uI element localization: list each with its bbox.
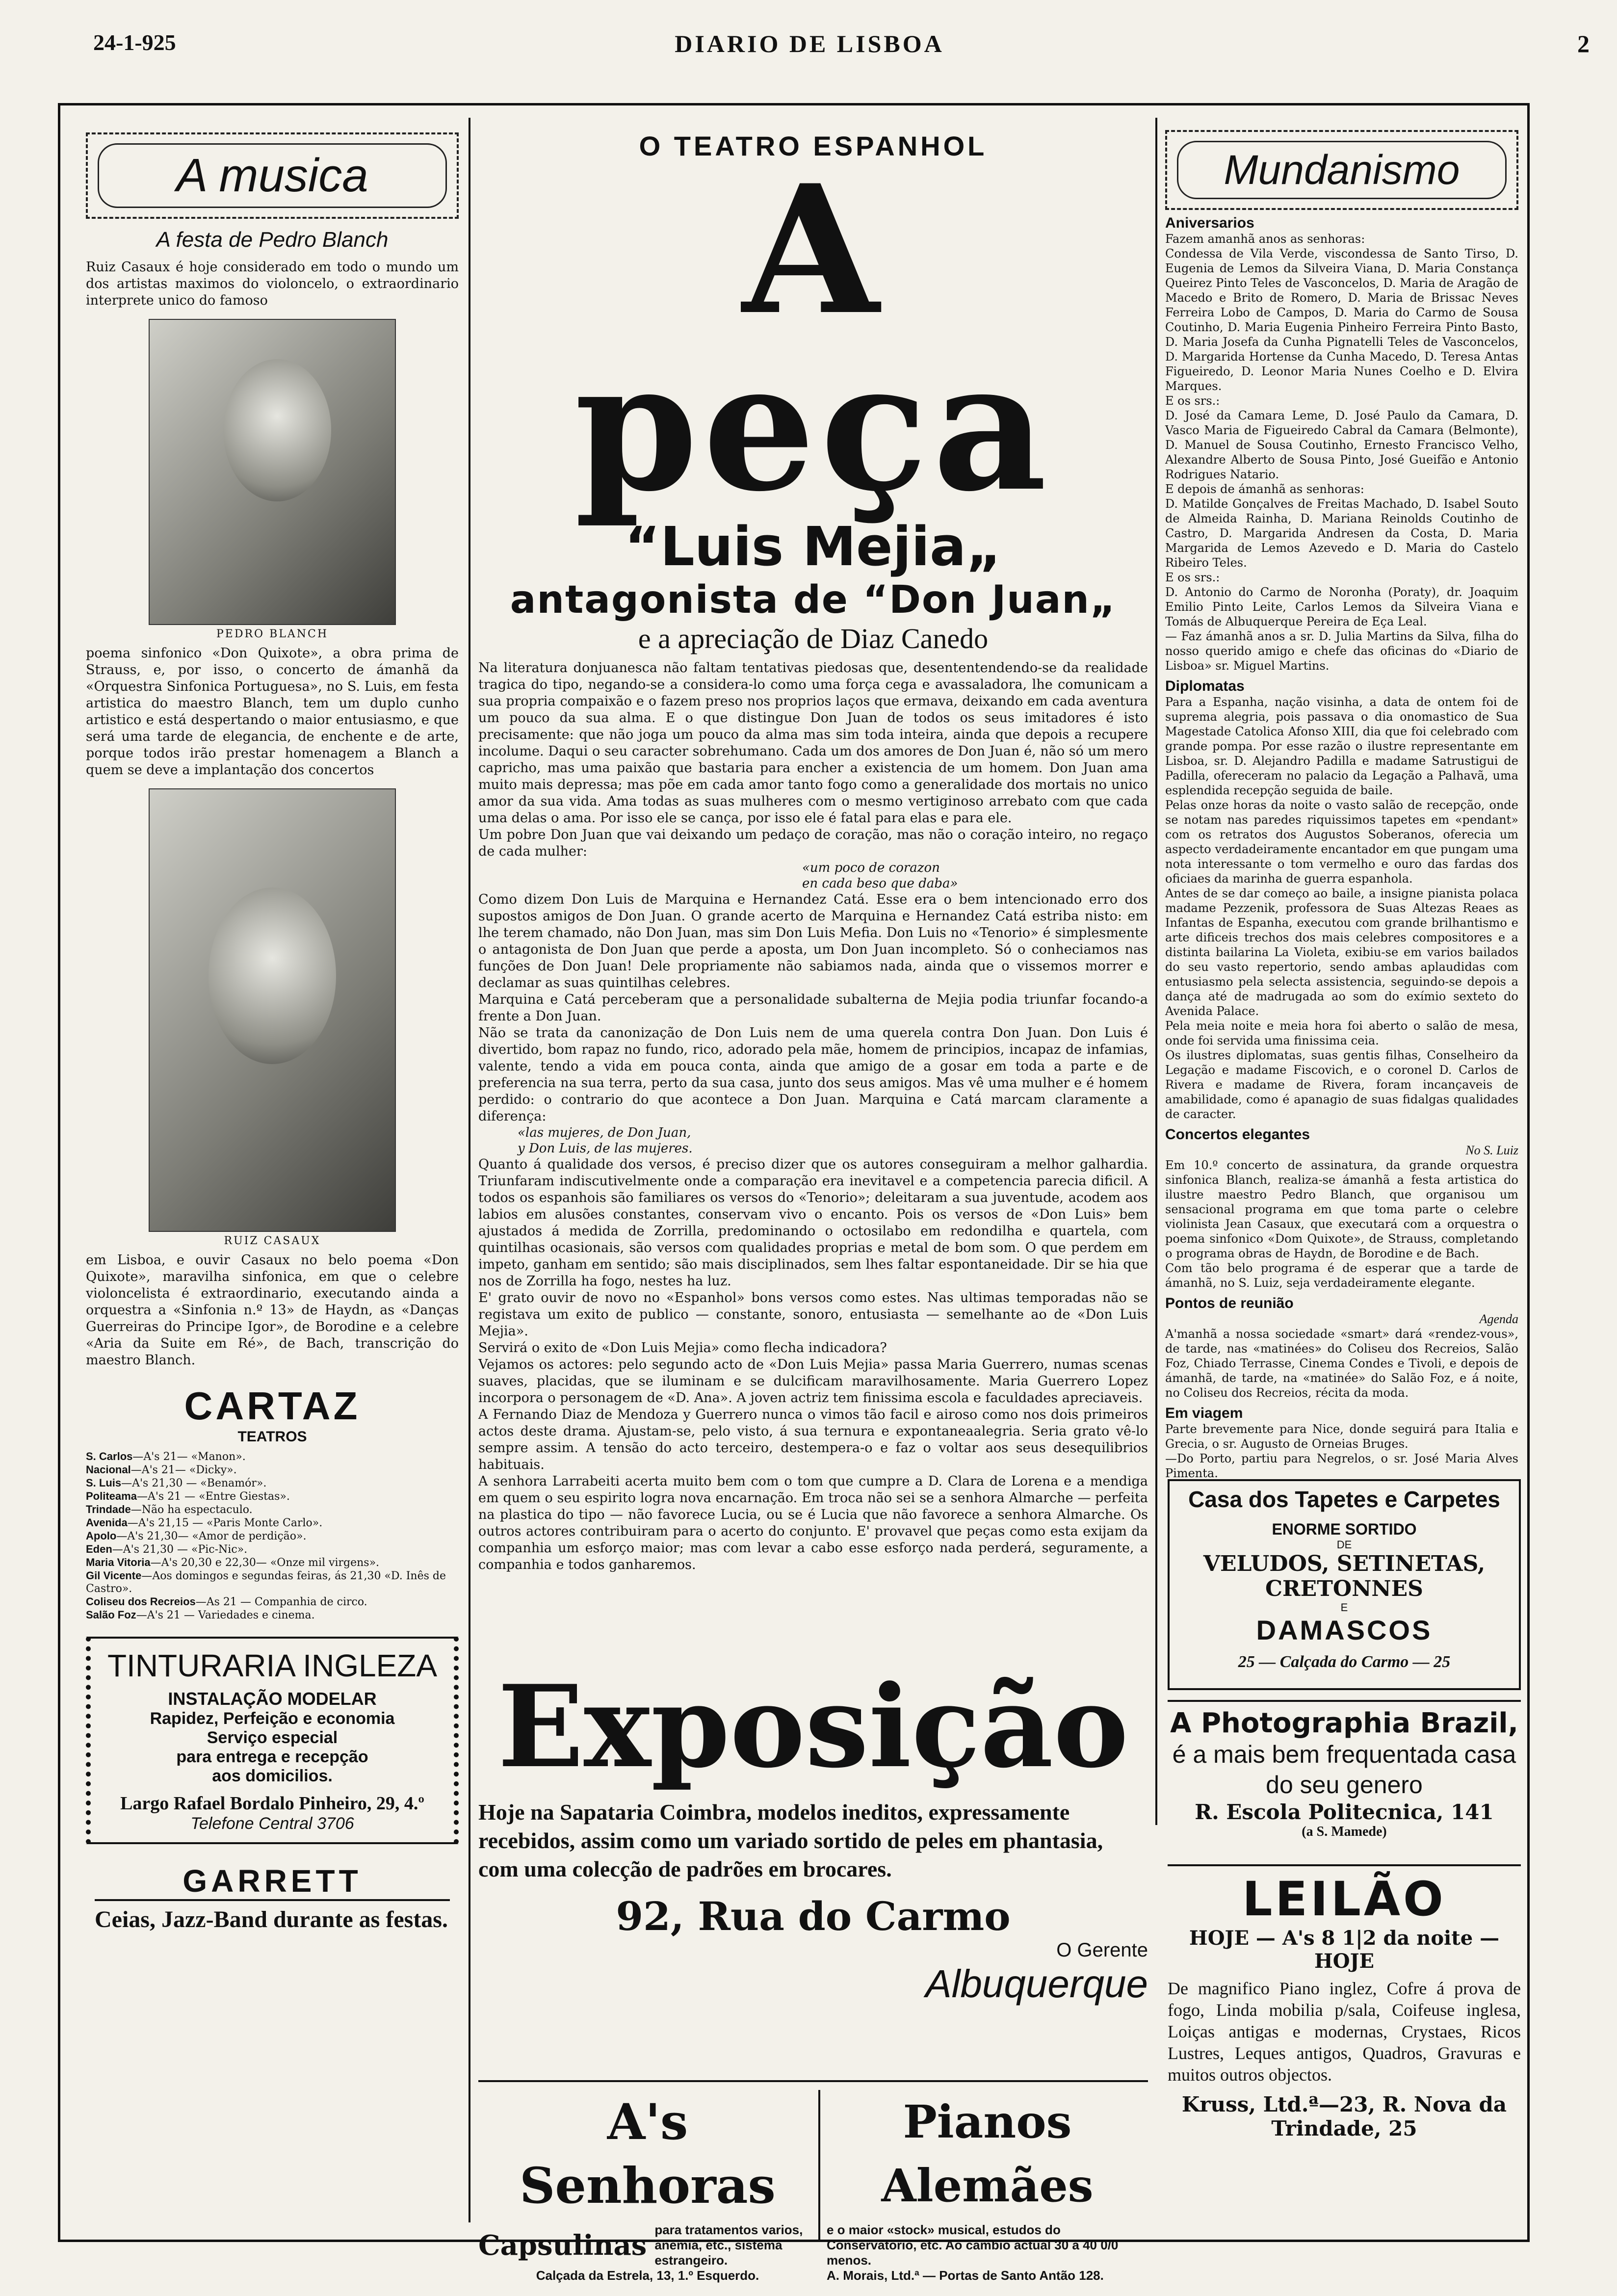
cartaz-row [86, 1595, 459, 1609]
leilao-rule [1168, 1864, 1521, 1866]
cartaz-title: CARTAZ [184, 1384, 361, 1428]
concertos-text: Em 10.º concerto de assinatura, da grande orquestra sinfonica Blanch, realiza-se ámanhã a festa artistica do ilustre maestro Pedro Blanch, que organisou um sensacional programa em que toma parte o celebre violinista Jean Casaux, que executará com a orquestra o poema sinfonico «Dom Quixote», de Strauss, completando o programa obras de Haydn, de Borodine e de Bach. [1165, 1158, 1518, 1260]
article-paragraph: Marquina e Catá perceberam que a personalidade subalterna de Mejia podia triunfar focando-a frente a Don Juan. [478, 992, 1148, 1024]
cartaz-theatre-info: —A's 21,30— «Amor de perdição». [116, 1530, 307, 1542]
mundanismo-title: Mundanismo [1177, 141, 1507, 199]
cartaz-theatre-name: Nacional [86, 1463, 131, 1476]
tapetes-line: DAMASCOS [1256, 1615, 1433, 1645]
leilao-address: Kruss, Ltd.ª—23, R. Nova da Trindade, 25 [1181, 2092, 1507, 2140]
exposicao-signature: Albuquerque [925, 1962, 1148, 2006]
diplomatas-text: Para a Espanha, nação visinha, a data de ontem foi de suprema alegria, pois passava o dia onomastico de Sua Magestade Catolica Afonso XIII, dia que foi celebrado com grande pompa. Por esse razão o ilustre representante em Lisboa, sr. D. Alejandro Padilla e madame Satrustigui de Padilla, ofereceram no palacio da Legação a Palhavã, uma esplendida recepção seguida de baile. [1165, 695, 1518, 797]
aniversarios-text: D. Matilde Gonçalves de Freitas Machado, D. Isabel Souto de Almeida Rainha, D. Mariana Reinolds Coutinho de Castro, D. Margarida Andresen da Costa, D. Maria Margarida de Lemos Azevedo e D. Maria do Castelo Ribeiro Teles. [1165, 497, 1518, 570]
cartaz-row [86, 1543, 459, 1556]
leilao-text: De magnifico Piano inglez, Cofre á prova de fogo, Linda mobilia p/sala, Coifeuse inglesa, Loiças antigas e modernas, Crystaes, Ricos Lustres, Leques antigos, Quadros, Gravuras e muitos outros objectos. [1168, 1979, 1521, 2085]
senhoras-text: para tratamentos varios, anemia, etc., sistema estrangeiro. [654, 2222, 803, 2268]
cartaz-theatre-info: —A's 21,30 — «Pic-Nic». [112, 1543, 248, 1556]
pianos-text: e o maior «stock» musical, estudos do Conservatorio, etc. Ao cambio actual 30 a 40 0/0 menos. [827, 2222, 1119, 2268]
leilao-title: LEILÃO [1242, 1872, 1446, 1927]
tinturaria-phone: Telefone Central 3706 [190, 1814, 354, 1833]
music-section-header [86, 132, 459, 219]
leilao-time: HOJE — A's 8 1|2 da noite — HOJE [1189, 1927, 1500, 1973]
photo-ad-rule [1168, 1700, 1521, 1702]
cartaz-row [86, 1463, 459, 1477]
senhoras-address: Calçada da Estrela, 13, 1.º Esquerdo. [536, 2268, 759, 2283]
diplomatas-text: Pelas onze horas da noite o vasto salão de recepção, onde se notam nas paredes riquissimos tapetes em «pendant» com os retratos dos Augustos Soberanos, oferecia um aspecto verdadeiramente encantador em que pungam uma nota interessante o tom vermelho e ouro das fardas dos oficiaes da marinha de guerra espanhola. [1165, 798, 1518, 886]
pontos-heading: Pontos de reunião [1165, 1295, 1294, 1311]
music-section-title: A musica [98, 143, 447, 208]
music-body-2: em Lisboa, e ouvir Casaux no belo poema «Don Quixote», maravilha sinfonica, em que o celebre violoncelista é extraordinario, executando ainda a orquestra a «Sinfonia n.º 13» de Haydn, as «Danças Guerreiras do Principe Igor», de Borodine e a celebre «Aria da Suite em Ré», de Bach, transcrição do maestro Blanch. [86, 1252, 459, 1368]
pianos-title: Pianos Alemães [881, 2095, 1094, 2212]
cartaz-theatre-name: Maria Vitoria [86, 1556, 151, 1568]
ads-divider [818, 2090, 820, 2242]
pontos-text: A'manhã a nossa sociedade «smart» dará «rendez-vous», de tarde, nas «matinées» do Coliseu dos Recreios, Salão Foz, Chiado Terrasse, Cinema Condes e Tivoli, e depois de ámanhã, de tarde, na «matinée» do Salão Foz, e á noite, no Coliseu dos Recreios, récita da moda. [1165, 1327, 1518, 1400]
article-paragraph: A senhora Larrabeiti acerta muito bem com o tom que cumpre a D. Clara de Lorena e a mendiga em quem o seu espirito logra nova encarnação. Em troca não sei se a senhora Almarche — perfeita na plastica do tipo — não favorece Lucia, ou se é Lucia que não favorece a senhora Almarche. Os outros actores contribuiram para o acerto do conjunto. E' provavel que peças como esta exijam da companhia um esforço maior; mas com levar a cabo esse esforço nada perderá, seguramente, a companhia e todos ganharemos. [478, 1474, 1148, 1572]
portrait-face [223, 359, 331, 501]
article-paragraph: Não se trata da canonização de Don Luis nem de uma querela contra Don Juan. Don Luis é divertido, bom rapaz no fundo, rico, adorado pela mãe, homem de principios, incapaz de infamias, valente, tendo a vida em pouca conta, ainda que amigo de a gosar em toda a parte e de preferencia na sua terra, perto da sua casa, junto dos seus amigos. Mas vê uma mulher e é homem perdido: o contrario do que acontece a Don Juan. Marquina e Catá marcam claramente a diferença: [478, 1025, 1148, 1124]
cartaz-theatre-info: —A's 21— «Manon». [132, 1451, 246, 1463]
article-paragraph: Vejamos os actores: pelo segundo acto de «Don Luis Mejia» passa Maria Guerrero, numas scenas suaves, placidas, que se iluminam e se dulcificam maravilhosamente. Maria Guerrero Lopez incorpora o personagem de «D. Ana». A joven actriz tem finissima escola e faculdades apreciaveis. [478, 1357, 1148, 1406]
aniversarios-text: Condessa de Vila Verde, viscondessa de Santo Tirso, D. Eugenia de Lemos da Silveira Viana, D. Maria Constança Queirez Pinto Teles de Vasconcelos, D. Maria de Aragão de Macedo e Brito de Romero, D. Maria de Brissac Neves Ferreira Lobo de Campos, D. Maria do Carmo de Sousa Coutinho, D. Maria Eugenia Pinheiro Ferreira Pinto Basto, D. Maria Josefa da Cunha Pignatelli Teles de Vasconcelos, D. Margarida Hortense da Cunha Macedo, D. Teresa Antas Figueiredo, D. Leonor Maria Nunes Coelho e D. Elvira Marques. [1165, 247, 1518, 393]
senhoras-title: A's Senhoras [520, 2093, 776, 2215]
article-kicker: O TEATRO ESPANHOL [639, 130, 988, 161]
cartaz-row [86, 1530, 459, 1543]
cartaz-theatre-name: S. Carlos [86, 1450, 133, 1462]
pianos-ad [827, 2090, 1148, 2283]
article-headline-2: “Luis Mejia„ [625, 515, 1002, 578]
cartaz-theatre-info: —A's 20,30 e 22,30— «Onze mil virgens». [150, 1557, 380, 1569]
newspaper-title: DIARIO DE LISBOA [675, 30, 944, 57]
tapetes-ad [1168, 1479, 1521, 1690]
cartaz-theatre-name: Politeama [86, 1490, 137, 1502]
senhoras-ad [478, 2090, 817, 2283]
article-paragraph: E' grato ouvir de novo no «Espanhol» bons versos como estes. Nas ultimas temporadas não se registava um exito de publico — constante, sonoro, entusiasta — semelhante ao de «Don Luis Mejia». [478, 1290, 1148, 1339]
concertos-heading: Concertos elegantes [1165, 1126, 1310, 1143]
cartaz-theatre-info: —A's 21,15 — «Paris Monte Carlo». [127, 1517, 323, 1529]
viagem-text: —Do Porto, partiu para Negrelos, o sr. José Maria Alves Pimenta. [1165, 1452, 1518, 1480]
exposicao-title: Exposição [497, 1661, 1129, 1793]
exposicao-text: Hoje na Sapataria Coimbra, modelos ineditos, expressamente recebidos, assim como um variado sortido de peles em phantasia, com uma colecção de padrões em brocares. [478, 1800, 1103, 1881]
article-verse: «um poco de corazon [802, 861, 940, 875]
garrett-title: GARRETT [95, 1863, 450, 1901]
tapetes-line: VELUDOS, SETINETAS, CRETONNES [1203, 1551, 1486, 1601]
cartaz-theatre-info: —A's 21 — Variedades e cinema. [136, 1609, 315, 1621]
cartaz-row [86, 1490, 459, 1503]
photographia-ad [1168, 1707, 1521, 1854]
ads-top-rule [478, 2080, 1148, 2082]
garrett-text: Ceias, Jazz-Band durante as festas. [95, 1906, 448, 1932]
garrett-ad [86, 1854, 459, 1942]
article-paragraph: Como dizem Don Luis de Marquina e Hernandez Catá. Esse era o bem intencionado erro dos supostos amigos de Don Juan. O grande acerto de Marquina e Hernandez Catá estriba nisto: em lhe terem chamado, não Don Juan, mas sim Don Luis Mefia. Don Luis no «Tenorio» é simplesmente o antagonista de Don Juan que perde a aposta, um Don Juan incompleto. Só o conheciamos nas funções de Don Juan! Dele propriamente não sabiamos nada, ainda que o vissemos morrer e declamar as suas quintilhas celebres. [478, 892, 1148, 991]
tinturaria-line: Serviço especial [207, 1728, 338, 1747]
leilao-ad [1168, 1872, 1521, 2215]
cartaz-theatre-info: —Aos domingos e segundas feiras, ás 21,30 «D. Inês de Castro». [86, 1570, 446, 1595]
pontos-agenda: Agenda [1479, 1312, 1518, 1326]
cartaz-row [86, 1609, 459, 1622]
tinturaria-line: Rapidez, Perfeição e economia [150, 1709, 395, 1728]
senhoras-product: Capsulinas [478, 2229, 647, 2262]
tinturaria-line: aos domicilios. [212, 1767, 333, 1785]
cartaz-theatre-name: S. Luis [86, 1477, 122, 1489]
caption-pedro-blanch: PEDRO BLANCH [216, 628, 329, 640]
tinturaria-address: Largo Rafael Bordalo Pinheiro, 29, 4.º [120, 1793, 424, 1814]
cartaz-theatre-name: Coliseu dos Recreios [86, 1595, 196, 1608]
cartaz-theatre-name: Gil Vicente [86, 1569, 142, 1582]
page-number: 2 [1577, 30, 1590, 57]
cartaz-row [86, 1503, 459, 1516]
cartaz-row [86, 1450, 459, 1463]
article-headline-3: antagonista de “Don Juan„ [510, 578, 1117, 622]
tapetes-line: DE [1336, 1539, 1352, 1551]
music-body: poema sinfonico «Don Quixote», a obra prima de Strauss, e, por isso, o concerto de ámanhã da «Orquestra Sinfonica Portuguesa», no S. Luis, em festa artistica do maestro Blanch, tem um duplo cunho artistico e está despertando o maior entusiasmo, e que será uma tarde de elegancia, de enchente e de arte, porque todos irão prestar homenagem a Blanch a quem se deve a implantação dos concertos [86, 646, 459, 778]
diplomatas-text: Os ilustres diplomatas, suas gentis filhas, Conselheiro da Legação e madame Fiscovich, e o coronel D. Carlos de Rivera e madame de Rivera, foram incançaveis de amabilidade, como é apanagio de suas fidalgas qualidades de caracter. [1165, 1048, 1518, 1121]
exposicao-role: O Gerente [1056, 1939, 1148, 1961]
cartaz-row [86, 1477, 459, 1490]
aniversarios-text: E os srs.: [1165, 571, 1220, 584]
cartaz-theatre-info: —Não ha espectaculo. [130, 1504, 253, 1516]
cartaz-row [86, 1516, 459, 1530]
tinturaria-line: INSTALAÇÃO MODELAR [168, 1689, 377, 1709]
photographia-title: A Photographia Brazil, [1170, 1707, 1518, 1739]
left-column [86, 132, 459, 1942]
music-subtitle: A festa de Pedro Blanch [156, 228, 389, 252]
photographia-text: é a mais bem frequentada casa do seu genero [1172, 1741, 1516, 1799]
viagem-heading: Em viagem [1165, 1405, 1243, 1421]
aniversarios-text: E depois de ámanhã as senhoras: [1165, 482, 1364, 496]
right-column [1165, 130, 1518, 1481]
article-paragraph: A Fernando Diaz de Mendoza y Guerrero nunca o vimos tão facil e airoso como nos dois primeiros actos deste drama. Ajustam-se, pelo visto, á sua ternura e expontaneaalegria. Seria grato vê-lo sempre assim. A tensão do acto terceiro, destempera-o e faz o voltar aos seus desequilibrios habituais. [478, 1407, 1148, 1472]
aniversarios-heading: Aniversarios [1165, 215, 1254, 231]
cartaz-theatre-info: —A's 21,30 — «Benamór». [121, 1477, 267, 1489]
issue-date: 24-1-925 [93, 30, 176, 55]
aniversarios-text: — Faz ámanhã anos a sr. D. Julia Martins da Silva, filha do nosso querido amigo e chefe das oficinas do «Diario de Lisboa» sr. Miguel Martins. [1165, 629, 1518, 673]
article-verse: y Don Luis, de las mujeres. [518, 1141, 693, 1156]
article-paragraph: Quanto á qualidade dos versos, é preciso dizer que os autores conseguiram a melhor galhardia. Triunfaram indiscutivelmente onde a comparação era inevitavel e a competencia parecia dificil. A todos os espanhois são familiares os versos do «Tenorio»; deleitaram a sua juventude, acodem aos labios em alusões constantes, conservam vivo o encanto. Pois os versos de «Don Luis» bem ajustados á medida de Zorrilla, predominando o octosilabo em redondilha e quartela, com quintilhas ocasionais, são versos com qualidades proprias e metal de bom som. O que perdem em impeto, ganham em sentido; são mais disciplinados, sem lhes faltar espontaneidade. Dir se hia que nos de Zorrilla ha fogo, nestes ha luz. [478, 1157, 1148, 1289]
article-paragraph: Na literatura donjuanesca não faltam tentativas piedosas que, desententendendo-se da realidade tragica do tipo, negando-se a considera-lo como uma força cega e avassaladora, lhe comunicam a sua propria compaixão e o fazem preso nos proprios laços que ermava, deixando em cada aventura um pouco da sua alma. E o que distingue Don Juan de todos os seus imitadores é isto precisamente: que não joga um pouco da alma mas sim toda inteira, ainda que depois a recupere incolume. Daqui o seu caracter sobrehumano. Cada um dos amores de Don Juan é, não só um mero capricho, mas uma paixão que bastaria para encher a existencia de um homem. Don Juan ama muito mais depressa; mas põe em cada amor tanto fogo como a generalidade dos mortais no unico amor da sua vida. Ama todas as suas mulheres com o mesmo vertiginoso arrebato com que cada uma delas o ama. Por isso ele se cança, por isso ele é fatal para elas e para ele. [478, 660, 1148, 826]
cartaz-row [86, 1569, 459, 1595]
exposicao-address: 92, Rua do Carmo [616, 1893, 1011, 1939]
cartaz-row [86, 1556, 459, 1569]
diplomatas-heading: Diplomatas [1165, 678, 1245, 694]
cartaz-listing [86, 1383, 459, 1622]
photographia-note: (a S. Mamede) [1302, 1824, 1387, 1839]
tapetes-address: 25 — Calçada do Carmo — 25 [1238, 1653, 1451, 1671]
diplomatas-text: Pela meia noite e meia hora foi aberto o salão de mesa, onde foi servida uma finissima ceia. [1165, 1019, 1518, 1047]
cartaz-theatre-info: —A's 21 — «Entre Giestas». [136, 1490, 290, 1503]
tapetes-line: E [1340, 1601, 1348, 1614]
tinturaria-ad [86, 1637, 459, 1844]
portrait-ruiz-casaux [149, 788, 396, 1232]
concertos-venue: No S. Luiz [1465, 1143, 1518, 1157]
viagem-text: Parte brevemente para Nice, donde seguirá para Italia e Grecia, o sr. Augusto de Orneias Bruges. [1165, 1422, 1518, 1451]
portrait-pedro-blanch [149, 319, 396, 625]
article-headline: A peça [574, 146, 1052, 530]
tapetes-line: ENORME SORTIDO [1272, 1520, 1417, 1538]
tinturaria-line: para entrega e recepção [176, 1748, 368, 1766]
cartaz-theatre-name: Apolo [86, 1530, 117, 1542]
article-verse: «las mujeres, de Don Juan, [518, 1125, 691, 1140]
exposicao-ad [478, 1661, 1148, 2068]
cartaz-theatre-name: Eden [86, 1543, 112, 1555]
aniversarios-text: D. José da Camara Leme, D. José Paulo da Camara, D. Vasco Maria de Figueiredo Cabral da Camara (Belmonte), D. Manuel de Sousa Coutinho, Ernesto Francisco Velho, Alexandre Alberto de Sousa Pinto, José Gueifão e Antonio Rodrigues Natario. [1165, 409, 1518, 481]
article-verse: en cada beso que daba» [802, 876, 958, 891]
masthead [29, 29, 1590, 83]
tapetes-title: Casa dos Tapetes e Carpetes [1188, 1487, 1500, 1512]
aniversarios-text: Fazem amanhã anos as senhoras: [1165, 232, 1365, 246]
portrait-face [209, 887, 336, 1064]
cartaz-theatre-name: Salão Foz [86, 1609, 136, 1621]
column-divider-right [1155, 118, 1157, 1825]
photographia-address: R. Escola Politecnica, 141 [1195, 1800, 1494, 1824]
center-column [478, 130, 1148, 1573]
music-intro: Ruiz Casaux é hoje considerado em todo o mundo um dos artistas maximos do violoncelo, o extraordinario interprete unico do famoso [86, 260, 459, 308]
article-paragraph: Servirá o exito de «Don Luis Mejia» como flecha indicadora? [478, 1340, 887, 1356]
aniversarios-text: D. Antonio do Carmo de Noronha (Poraty), dr. Joaquim Emilio Pinto Leite, Carlos Lemos da Silveira Viana e Tomás de Albuquerque Pereira de Eça Leal. [1165, 585, 1518, 628]
article-paragraph: Um pobre Don Juan que vai deixando um pedaço de coração, mas não o coração inteiro, no regaço de cada mulher: [478, 827, 1148, 859]
tinturaria-title: TINTURARIA INGLEZA [107, 1648, 438, 1683]
cartaz-theatre-name: Avenida [86, 1516, 128, 1529]
column-divider-left [469, 118, 470, 2222]
pianos-address: A. Morais, Ltd.ª — Portas de Santo Antão 128. [827, 2268, 1104, 2283]
cartaz-rows [86, 1450, 459, 1622]
caption-ruiz-casaux: RUIZ CASAUX [224, 1235, 321, 1247]
mundanismo-header [1165, 130, 1518, 210]
cartaz-subtitle: TEATROS [237, 1429, 307, 1445]
concertos-text: Com tão belo programa é de esperar que a tarde de ámanhã, no S. Luiz, seja verdadeiramente elegante. [1165, 1261, 1518, 1290]
cartaz-theatre-info: —A's 21— «Dicky». [130, 1464, 237, 1476]
article-headline-4: e a apreciação de Diaz Canedo [638, 623, 989, 654]
cartaz-theatre-name: Trindade [86, 1503, 131, 1515]
diplomatas-text: Antes de se dar começo ao baile, a insigne pianista polaca madame Pezzenik, professora de Suas Altezas Reaes as Infantas de Espanha, executou com grande brilhantismo e arte dificeis trechos dos mais celebres compositores e a distinta bailarina La Violeta, exibiu-se em varios bailados do seu vasto repertorio, sendo ambas aplaudidas com entusiasmo pela selecta assistencia, seguindo-se depois a dança até de madrugada ao som do exímio sexteto do Avenida Palace. [1165, 887, 1518, 1018]
aniversarios-text: E os srs.: [1165, 394, 1220, 408]
cartaz-theatre-info: —As 21 — Companhia de circo. [195, 1596, 367, 1608]
